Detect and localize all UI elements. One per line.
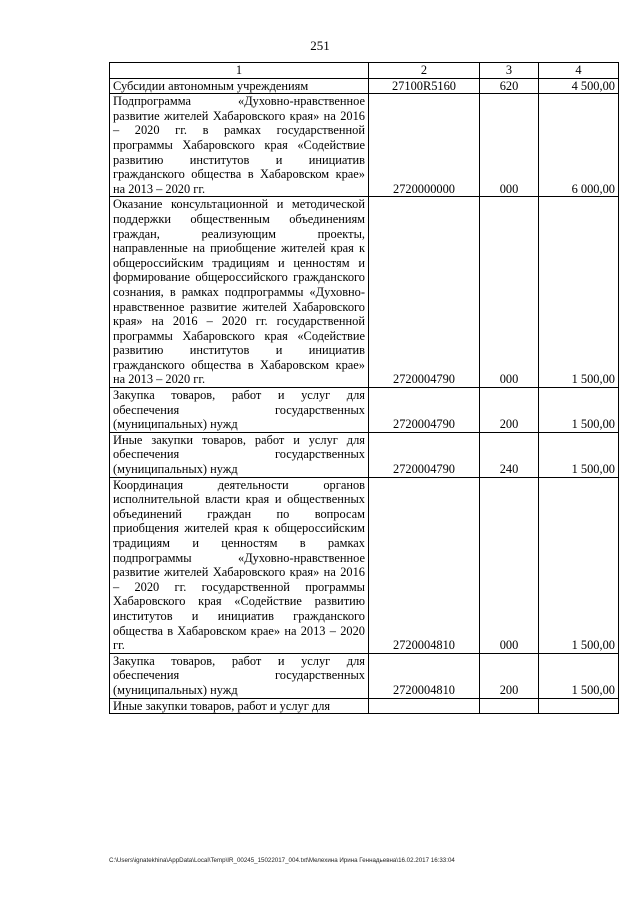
row-amount: 4 500,00 — [539, 78, 619, 94]
header-cell-vr: 3 — [480, 63, 539, 79]
row-vr: 000 — [480, 197, 539, 388]
row-code: 2720004810 — [369, 477, 480, 653]
row-code: 2720004790 — [369, 432, 480, 477]
row-vr: 200 — [480, 388, 539, 433]
row-code — [369, 698, 480, 714]
row-vr: 200 — [480, 653, 539, 698]
row-vr — [480, 698, 539, 714]
row-amount: 6 000,00 — [539, 94, 619, 197]
row-code: 2720004810 — [369, 653, 480, 698]
table-row — [110, 477, 619, 653]
row-name: Координация деятельности органов исполнительной власти края и общественных объединений граждан по вопросам приобщения жителей края к общероссийским традициям и ценностям в рамках подпрограммы «Духовно-нравственное развитие жителей Хабаровского края» на 2016 – 2020 гг. государственной программы Хабаровского края «Содействие развитию институтов и инициатив гражданского общества в Хабаровском крае» на 2013 – 2020 гг. — [110, 477, 369, 653]
row-code: 2720004790 — [369, 388, 480, 433]
row-name: Иные закупки товаров, работ и услуг для обеспечения государственных (муниципальных) нужд — [110, 432, 369, 477]
table-row — [110, 432, 619, 477]
table-row — [110, 197, 619, 388]
table-row — [110, 698, 619, 714]
row-name: Субсидии автономным учреждениям — [110, 78, 369, 94]
budget-table — [109, 62, 619, 714]
row-amount: 1 500,00 — [539, 197, 619, 388]
row-amount: 1 500,00 — [539, 477, 619, 653]
row-amount — [539, 698, 619, 714]
row-code: 2720004790 — [369, 197, 480, 388]
footer-file-path: C:\Users\ignatekhina\AppData\Local\Temp\IR_00245_15022017_004.txt\Мелехина Ирина Геннадьевна\16.02.2017 16:33:04 — [109, 857, 455, 864]
row-vr: 620 — [480, 78, 539, 94]
header-cell-amount: 4 — [539, 63, 619, 79]
page-number: 251 — [310, 38, 330, 53]
row-vr: 000 — [480, 94, 539, 197]
row-name: Закупка товаров, работ и услуг для обеспечения государственных (муниципальных) нужд — [110, 653, 369, 698]
header-cell-code: 2 — [369, 63, 480, 79]
row-vr: 000 — [480, 477, 539, 653]
row-amount: 1 500,00 — [539, 388, 619, 433]
row-name: Иные закупки товаров, работ и услуг для — [110, 698, 369, 714]
table-row — [110, 388, 619, 433]
table-row — [110, 94, 619, 197]
row-name: Подпрограмма «Духовно-нравственное развитие жителей Хабаровского края» на 2016 – 2020 гг. в рамках государственной программы Хабаровского края «Содействие развитию институтов и инициатив гражданского общества в Хабаровском крае» на 2013 – 2020 гг. — [110, 94, 369, 197]
row-amount: 1 500,00 — [539, 653, 619, 698]
row-name: Закупка товаров, работ и услуг для обеспечения государственных (муниципальных) нужд — [110, 388, 369, 433]
header-cell-name: 1 — [110, 63, 369, 79]
table-row — [110, 653, 619, 698]
row-amount: 1 500,00 — [539, 432, 619, 477]
row-vr: 240 — [480, 432, 539, 477]
table-header-row — [110, 63, 619, 79]
table-row — [110, 78, 619, 94]
row-name: Оказание консультационной и методической поддержки общественным объединениям граждан, реализующим проекты, направленные на приобщение жителей края к общероссийским традициям и ценностям и формирование общероссийского гражданского сознания, в рамках подпрограммы «Духовно-нравственное развитие жителей Хабаровского края» на 2016 – 2020 гг. государственной программы Хабаровского края «Содействие развитию институтов и инициатив гражданского общества в Хабаровском крае» на 2013 – 2020 гг. — [110, 197, 369, 388]
row-code: 2720000000 — [369, 94, 480, 197]
row-code: 27100R5160 — [369, 78, 480, 94]
